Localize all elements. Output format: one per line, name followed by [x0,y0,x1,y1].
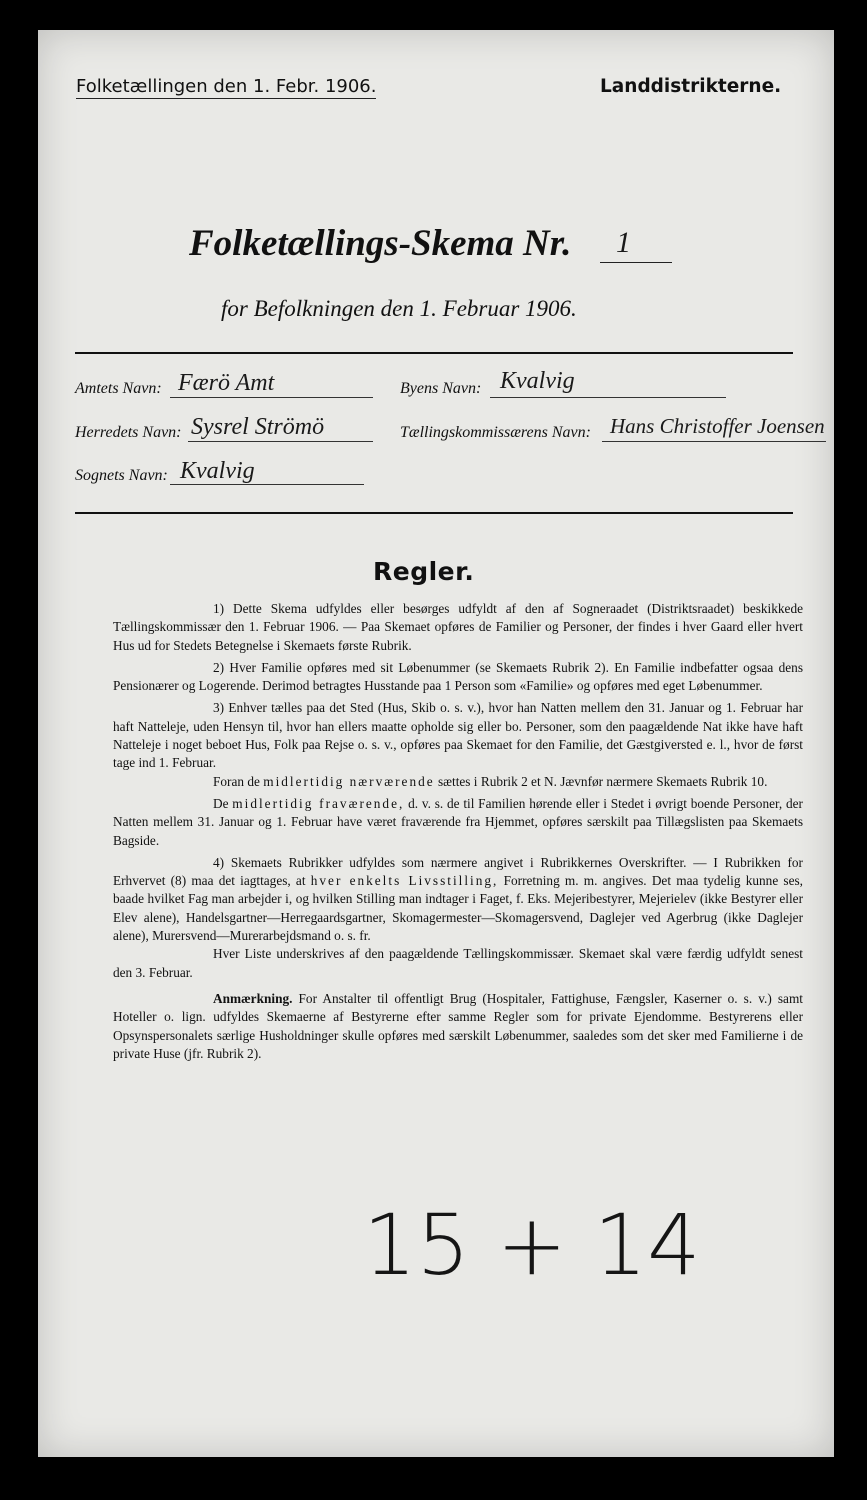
rule-2: 2) Hver Familie opføres med sit Løbenummer (se Skemaets Rubrik 2). En Familie indbefatter ogsaa dens Pensionærer og Logerende. Derimod betragtes Husstande paa 1 Person som «Familie» og opføres med eget Løbenummer. [113,659,803,694]
form-subtitle: for Befolkningen den 1. Februar 1906. [221,296,577,321]
rule-4-emph: hver enkelts Livsstilling, [310,873,499,889]
census-form-page [38,30,834,1457]
form-number-line [600,262,672,263]
rule-3b [113,773,803,791]
rule-3b-pre: Foran de [213,773,260,789]
rule-4-pre: 4) Skemaets Rubrikker udfyldes som nærmere angivet i Rubrikkernes Overskrifter. — I Rubrikken for Erhvervet (8) maa det iagttages, at [113,854,803,889]
by-line [490,397,726,398]
sogn-value: Kvalvig [180,458,255,484]
rule-1: 1) Dette Skema udfyldes eller besørges udfyldt af den af Sogneraadet (Distriktsraadet) beskikkede Tællingskommissær den 1. Februar 1906. — Paa Skemaet opføres de Familier og Personer, der findes i hver Gaard eller hvert Hus ud for Stedets Betegnelse i Skemaets første Rubrik. [113,601,803,653]
rule-3: 3) Enhver tælles paa det Sted (Hus, Skib o. s. v.), hvor han Natten mellem den 31. Januar og 1. Februar har haft Natteleje, uden Hensyn til, hvor han ellers maatte opholde sig eller bo. Personer, som den paagældende Nat ikke have haft Natteleje i noget beboet Hus, Folk paa Rejse o. s. v., opføres paa Skemaet for den Familie, det Gæstgiversted e. l., hvor de først tage ind 1. Februar. [113,700,803,771]
amt-line [170,397,373,398]
top-rule [75,352,793,354]
sogn-line [170,484,364,485]
by-value: Kvalvig [500,368,575,394]
amt-label: Amtets Navn: [75,380,162,397]
header-census-date: Folketællingen den 1. Febr. 1906. [76,76,377,97]
kommissaer-value: Hans Christoffer Joensen [610,414,825,438]
note-label: Anmærkning. [213,990,293,1006]
handwritten-total: 15 + 14 [363,1196,701,1294]
herred-line [188,441,373,442]
kommissaer-line [602,441,826,442]
rule-3b-post: sættes i Rubrik 2 et N. Jævnfør nærmere Skemaets Rubrik 10. [437,773,768,789]
note-text: For Anstalter til offentligt Brug (Hospitaler, Fattighuse, Fængsler, Kaserner o. s. v.) samt Hoteller o. lign. udfyldes Skemaerne af Bestyrerne efter samme Regler som for private Ejendomme. Bestyrerens eller Opsynspersonalets særlige Husholdninger skulle opføres med særskilt Løbenummer, saaledes som det sker med Familierne i de private Huse (jfr. Rubrik 2). [113,990,803,1061]
bottom-rule [75,512,793,514]
rule-3c-post: d. v. s. de til Familien hørende eller i Stedet i øvrigt boende Personer, der Natten mellem 31. Januar og 1. Februar have været fraværende fra Hjemmet, opføres særskilt paa Tillægslisten paa Skemaets Bagside. [113,795,803,848]
herred-value: Sysrel Strömö [191,414,325,440]
rules-heading: Regler. [373,557,475,586]
sogn-label: Sognets Navn: [75,467,168,484]
by-label: Byens Navn: [400,380,482,397]
amt-value: Færö Amt [178,370,275,396]
rule-3c-pre: De [213,795,229,811]
note [113,990,803,1063]
rule-3b-emph: midlertidig nærværende [263,773,435,789]
rule-4-post: Forretning m. m. angives. Det maa tydelig kunne ses, baade hvilket Fag man arbejder i, og hvilken Stilling man indtager i Faget, f. Eks. Mejeribestyrer, Mejerielev (ikke Bestyrer eller Elev alene), Handelsgartner—Herregaardsgartner, Skomagermester—Skomagersvend, Daglejer ved Agerbrug (ikke Daglejer alene), Murersvend—Murerarbejdsmand o. s. fr. [113,873,804,944]
form-number: 1 [616,226,631,259]
rule-4 [113,854,803,945]
rules-text [113,600,803,1063]
header-district-type: Landdistrikterne. [600,76,782,97]
form-title: Folketællings-Skema Nr. [189,223,572,264]
rule-5: Hver Liste underskrives af den paagældende Tællingskommissær. Skemaet skal være færdig udfyldt senest den 3. Februar. [113,946,803,980]
rule-3c-emph: midlertidig fraværende, [232,795,405,811]
rule-3c [113,795,803,850]
herred-label: Herredets Navn: [75,424,182,441]
kommissaer-label: Tællingskommissærens Navn: [400,424,591,441]
